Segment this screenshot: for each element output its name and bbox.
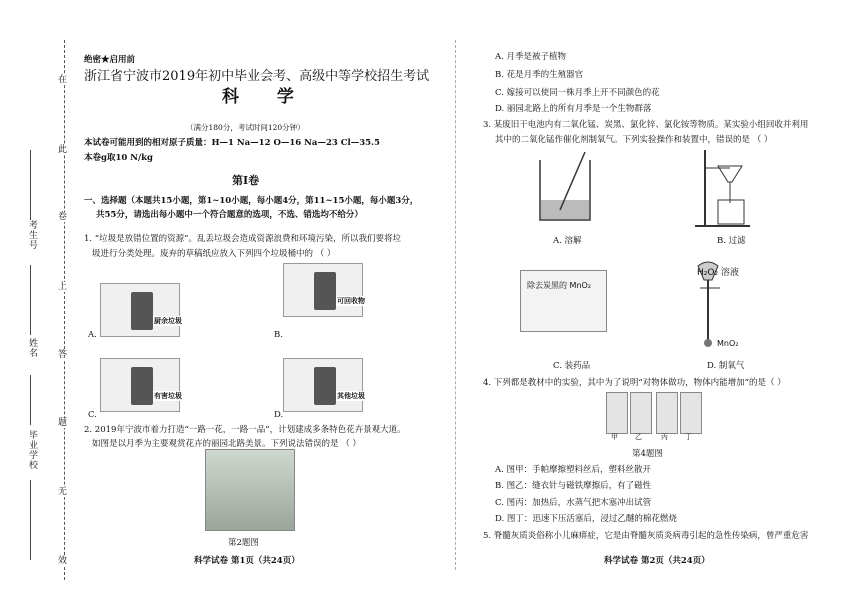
q2-option: C. 嫁接可以使同一株月季上开不同颜色的花 — [495, 88, 660, 98]
q2-option: B. 花是月季的生殖器官 — [495, 70, 584, 80]
label-school: 毕业学校 — [27, 430, 37, 470]
page-footer: 科学试卷 第2页（共24页） — [604, 556, 710, 566]
q4-panel — [680, 392, 702, 434]
q2-text: 2. 2019年宁波市着力打造“一路一花，一路一品”，计划建成多条特色花卉景观大道。 — [84, 425, 406, 435]
label-student-id: 考生号 — [27, 220, 37, 250]
q1-text: 圾进行分类处理。废弃的草稿纸应放入下列四个垃圾桶中的 （ ） — [92, 249, 336, 259]
label-name: 姓名 — [27, 338, 37, 358]
q3-option-a: A. 溶解 — [553, 236, 582, 246]
q4-panel-label: 丙 — [661, 433, 668, 441]
section-instructions: 一、选择题（本题共15小题，第1~10小题，每小题4分，第11~15小题，每小题3分， — [84, 196, 419, 206]
q4-panel-label: 乙 — [635, 433, 642, 441]
option-b: B. — [274, 330, 283, 340]
filter-diagram — [690, 148, 760, 230]
q4-panel-label: 甲 — [611, 433, 618, 441]
q1-text: 1. “垃圾是放错位置的资源”。乱丢垃圾会造成资源浪费和环境污染，所以我们要将垃 — [84, 234, 402, 244]
q4-panel — [606, 392, 628, 434]
bin-image-a — [100, 283, 180, 337]
fill-line — [30, 265, 31, 335]
beaker-diagram — [530, 150, 600, 230]
q4-option: A. 图甲：手帕摩擦塑料丝后，塑料丝散开 — [495, 465, 652, 475]
section-instructions: 共55分，请选出每小题中一个符合题意的选项，不选、错选均不给分） — [96, 210, 363, 220]
q4-panel — [630, 392, 652, 434]
q3-option-d: D. 制氧气 — [707, 361, 745, 371]
seal-char: 卷 — [58, 212, 68, 222]
atomic-mass: 本试卷可能用到的相对原子质量：H—1 Na—12 O—16 Na—23 Cl—35.5 — [84, 138, 380, 148]
g-value: 本卷g取10 N/kg — [84, 153, 153, 163]
bin-caption: 厨余垃圾 — [154, 316, 182, 325]
figure-caption: 第2题图 — [228, 538, 259, 548]
q3-option-b: B. 过滤 — [717, 236, 746, 246]
bin-image-c — [100, 358, 180, 412]
seal-char: 题 — [58, 418, 68, 428]
part-title: 第Ⅰ卷 — [232, 174, 260, 187]
seal-char: 上 — [58, 282, 68, 292]
bin-image-b — [283, 263, 363, 317]
secret-mark: 绝密★启用前 — [84, 55, 136, 65]
option-c: C. — [88, 410, 97, 420]
q4-panel — [656, 392, 678, 434]
fill-line — [30, 375, 31, 425]
seal-char: 此 — [58, 145, 68, 155]
bin-image-d — [283, 358, 363, 412]
q2-option: A. 月季是被子植物 — [495, 52, 567, 62]
q5-text: 5. 脊髓灰质炎俗称小儿麻痹症，它是由脊髓灰质炎病毒引起的急性传染病，曾严重危害 — [483, 531, 809, 541]
page-footer: 科学试卷 第1页（共24页） — [194, 556, 300, 566]
q4-option: B. 图乙：缝衣针与磁铁摩擦后，有了磁性 — [495, 481, 652, 491]
seal-char: 在 — [58, 75, 68, 85]
q3-text: 其中的二氧化锰作催化剂制氧气。下列实验操作和装置中，错误的是 （ ） — [495, 135, 773, 145]
fill-line — [30, 150, 31, 220]
bin-caption: 其他垃圾 — [337, 391, 365, 400]
seal-char: 效 — [58, 556, 68, 566]
seal-char: 答 — [58, 350, 68, 360]
q2-option: D. 丽园北路上的所有月季是一个生物群落 — [495, 104, 652, 114]
exam-title: 浙江省宁波市2019年初中毕业会考、高级中等学校招生考试 — [84, 69, 430, 84]
q4-text: 4. 下列都是教材中的实验，其中为了说明“对物体做功，物体内能增加”的是（ ） — [483, 378, 786, 388]
bin-caption: 可回收物 — [337, 296, 365, 305]
mno2-label-b: MnO₂ — [717, 339, 739, 348]
road-photo — [205, 449, 295, 531]
binding-sidebar — [0, 0, 80, 607]
q4-option: D. 图丁：迅速下压活塞后，浸过乙醚的棉花燃烧 — [495, 514, 677, 524]
fill-line — [30, 480, 31, 560]
q3-option-c: C. 装药品 — [553, 361, 591, 371]
q2-text: 如图是以月季为主要观赏花卉的丽园北路美景。下列说法错误的是 （ ） — [92, 439, 361, 449]
figure-caption: 第4题图 — [632, 449, 663, 459]
column-divider — [455, 40, 456, 570]
option-d: D. — [274, 410, 284, 420]
q3-text: 3. 某废旧干电池内有二氧化锰、炭黑、氯化锌、氯化铵等物质。某实验小组回收并利用 — [483, 120, 809, 130]
q4-option: C. 图丙：加热后，水蒸气把木塞冲出试管 — [495, 498, 652, 508]
seal-char: 无 — [58, 487, 68, 497]
subject-title: 科 学 — [222, 87, 310, 107]
option-a: A. — [88, 330, 97, 340]
h2o2-label: H₂O₂ 溶液 — [697, 268, 739, 278]
score-note: （满分180分，考试时间120分钟） — [186, 123, 305, 132]
seal-line — [64, 40, 65, 580]
bin-caption: 有害垃圾 — [154, 391, 182, 400]
mno2-label: 除去炭黑的 MnO₂ — [527, 281, 592, 290]
q4-panel-label: 丁 — [685, 433, 692, 441]
